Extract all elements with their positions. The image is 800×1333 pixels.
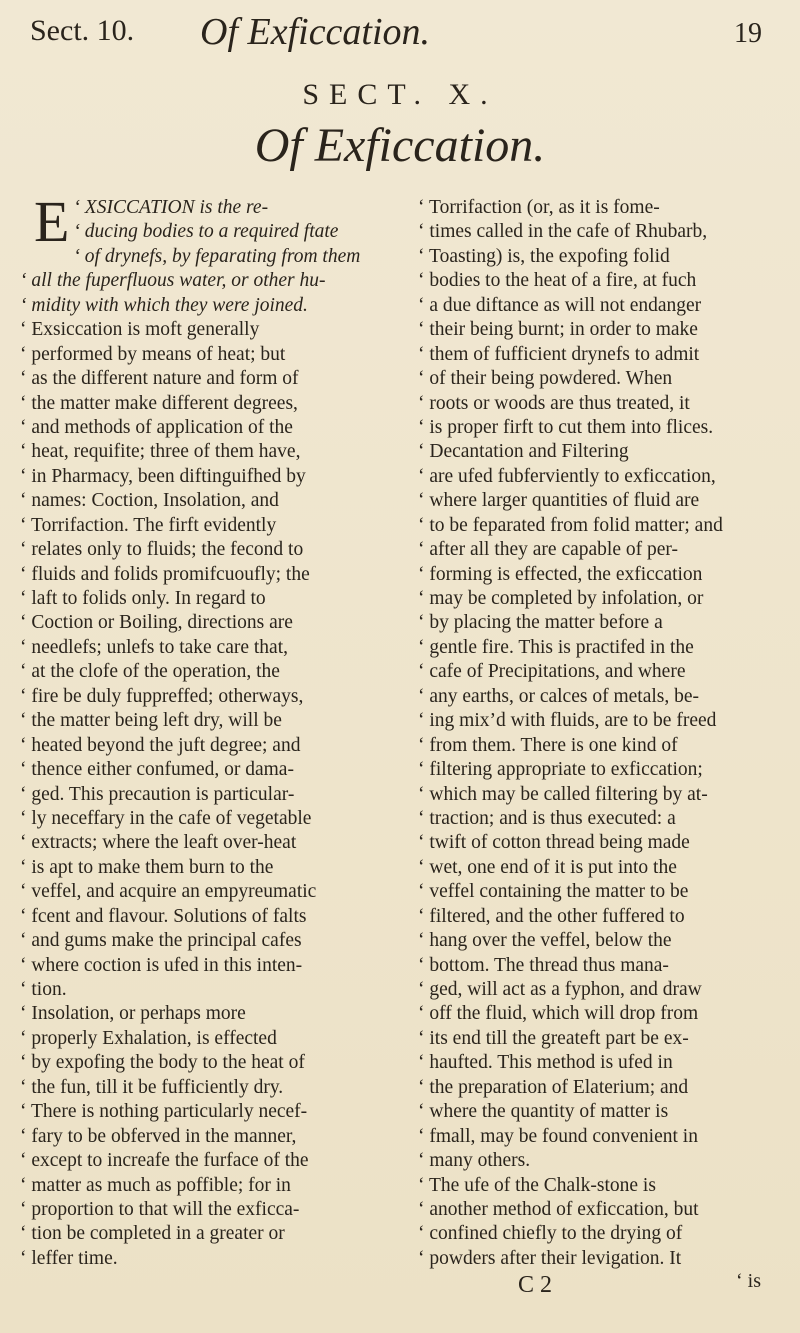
text-line: ‘ to be feparated from folid matter; and <box>418 514 723 536</box>
drop-cap: E <box>34 189 70 254</box>
text-line: ‘ ducing bodies to a required ftate <box>73 221 339 243</box>
text-line: ‘ and methods of application of the <box>20 416 293 438</box>
catchword: ‘ is <box>736 1270 761 1292</box>
text-line: ‘ times called in the cafe of Rhubarb, <box>418 221 708 243</box>
text-line: ‘ fary to be obferved in the manner, <box>20 1125 297 1147</box>
running-head <box>30 10 770 70</box>
text-line: ‘ matter as much as poffible; for in <box>20 1174 291 1196</box>
section-label: Sect. 10. <box>30 14 135 47</box>
text-line: ‘ forming is effected, the exficcation <box>418 563 703 585</box>
text-line: ‘ fluids and folids promifcuoufly; the <box>20 563 310 585</box>
text-line: ‘ Torrifaction (or, as it is fome- <box>418 197 660 218</box>
text-line: ‘ tion be completed in a greater or <box>20 1223 285 1245</box>
text-line: ‘ except to increafe the furface of the <box>20 1150 309 1172</box>
text-line: ‘ veffel, and acquire an empyreumatic <box>20 881 317 903</box>
text-line: ‘ fmall, may be found convenient in <box>418 1125 698 1147</box>
text-line: ‘ needlefs; unlefs to take care that, <box>20 636 289 658</box>
text-line: ‘ by placing the matter before a <box>418 612 663 634</box>
right-column-text <box>418 196 774 1271</box>
text-line: ‘ the matter being left dry, will be <box>20 710 282 732</box>
text-line: ‘ of their being powdered. When <box>418 368 673 390</box>
text-line: ‘ haufted. This method is ufed in <box>418 1052 673 1074</box>
text-line: ‘ thence either confumed, or dama- <box>20 759 294 781</box>
text-line: ‘ tion. <box>20 979 67 1000</box>
text-line: ‘ any earths, or calces of metals, be- <box>418 685 699 707</box>
text-line: ‘ in Pharmacy, been diftinguifhed by <box>20 465 306 487</box>
running-title: Of Exficcation. <box>200 11 431 53</box>
text-line: ‘ another method of exficcation, but <box>418 1198 699 1220</box>
text-line: ‘ names: Coction, Insolation, and <box>20 490 279 512</box>
text-line: ‘ by expofing the body to the heat of <box>20 1052 305 1074</box>
text-line: ‘ Toasting) is, the expofing folid <box>418 245 670 267</box>
text-line: ‘ powders after their levigation. It <box>418 1247 682 1269</box>
text-line: ‘ Exsiccation is moft generally <box>20 319 260 341</box>
text-line: ‘ The ufe of the Chalk-stone is <box>418 1174 656 1196</box>
text-line: ‘ where coction is ufed in this inten- <box>20 954 303 976</box>
text-line: ‘ heat, requifite; three of them have, <box>20 441 301 463</box>
text-line: ‘ heated beyond the juft degree; and <box>20 734 301 756</box>
text-line: ‘ properly Exhalation, is effected <box>20 1027 277 1049</box>
text-line: ‘ ing mix’d with fluids, are to be freed <box>418 710 717 732</box>
text-line: ‘ gentle fire. This is practifed in the <box>418 636 694 658</box>
text-line: ‘ the preparation of Elaterium; and <box>418 1076 689 1098</box>
text-line: ‘ hang over the veffel, below the <box>418 930 672 952</box>
text-line: ‘ fire be duly fuppreffed; otherways, <box>20 685 304 707</box>
text-line: ‘ cafe of Precipitations, and where <box>418 661 686 683</box>
text-line: ‘ roots or woods are thus treated, it <box>418 392 690 414</box>
text-line: ‘ is apt to make them burn to the <box>20 856 274 878</box>
text-line: ‘ leffer time. <box>20 1247 118 1269</box>
right-column <box>418 196 774 1271</box>
text-line: ‘ bottom. The thread thus mana- <box>418 954 669 976</box>
text-line: ‘ relates only to fluids; the fecond to <box>20 539 304 561</box>
text-line: ‘ ged, will act as a fyphon, and draw <box>418 979 702 1000</box>
signature-mark: C 2 <box>518 1272 553 1298</box>
text-line: ‘ filtered, and the other fuffered to <box>418 905 685 927</box>
text-line: ‘ and gums make the principal cafes <box>20 930 302 952</box>
text-line: ‘ may be completed by infolation, or <box>418 588 704 609</box>
text-line: ‘ their being burnt; in order to make <box>418 319 698 341</box>
text-line: ‘ is proper firft to cut them into flices. <box>418 416 714 438</box>
text-line: ‘ Decantation and Filtering <box>418 441 629 463</box>
text-line: ‘ There is nothing particularly necef- <box>20 1101 308 1123</box>
text-line: ‘ where larger quantities of fluid are <box>418 490 700 512</box>
text-line: ‘ from them. There is one kind of <box>418 734 678 756</box>
text-line: ‘ Insolation, or perhaps more <box>20 1003 246 1025</box>
text-line: ‘ many others. <box>418 1150 531 1172</box>
text-line: ‘ proportion to that will the exficca- <box>20 1198 300 1220</box>
text-line: ‘ the fun, till it be fufficiently dry. <box>20 1076 284 1098</box>
text-line: ‘ at the clofe of the operation, the <box>20 661 280 683</box>
text-line: ‘ extracts; where the leaft over-heat <box>20 832 297 854</box>
text-line: ‘ traction; and is thus executed: a <box>418 807 676 829</box>
text-line: ‘ as the different nature and form of <box>20 368 299 390</box>
page-number: 19 <box>734 18 762 49</box>
text-line: ‘ all the fuperfluous water, or other hu- <box>20 270 326 292</box>
text-line: ‘ of drynefs, by feparating from them <box>73 245 361 267</box>
text-line: ‘ ged. This precaution is particular- <box>20 783 295 805</box>
text-line: ‘ wet, one end of it is put into the <box>418 856 677 878</box>
text-line: ‘ midity with which they were joined. <box>20 294 308 316</box>
text-line: ‘ ly neceffary in the cafe of vegetable <box>20 807 312 829</box>
text-line: ‘ twift of cotton thread being made <box>418 832 690 854</box>
text-line: ‘ after all they are capable of per- <box>418 539 678 561</box>
left-column-text <box>20 189 376 1271</box>
text-line: ‘ are ufed fubferviently to exficcation, <box>418 465 716 487</box>
text-line: ‘ Coction or Boiling, directions are <box>20 612 293 634</box>
text-line: ‘ which may be called filtering by at- <box>418 783 708 805</box>
text-line: ‘ performed by means of heat; but <box>20 343 286 365</box>
text-line: ‘ them of fufficient drynefs to admit <box>418 343 700 365</box>
text-line: ‘ laft to folids only. In regard to <box>20 588 266 609</box>
left-column <box>20 189 376 1271</box>
text-line: ‘ a due diftance as will not endanger <box>418 294 702 316</box>
section-heading: SECT. X. <box>302 78 498 111</box>
text-line: ‘ its end till the greateft part be ex- <box>418 1027 689 1049</box>
text-line: ‘ Torrifaction. The firft evidently <box>20 514 277 536</box>
text-line: ‘ filtering appropriate to exficcation; <box>418 759 703 781</box>
text-line: ‘ off the fluid, which will drop from <box>418 1003 699 1025</box>
text-line: ‘ where the quantity of matter is <box>418 1101 669 1123</box>
text-line: ‘ confined chiefly to the drying of <box>418 1223 683 1245</box>
chapter-title: Of Exficcation. <box>254 119 546 172</box>
text-line: ‘ bodies to the heat of a fire, at fuch <box>418 270 697 292</box>
text-line: ‘ XSICCATION is the re- <box>73 197 269 218</box>
text-line: ‘ the matter make different degrees, <box>20 392 298 414</box>
text-line: ‘ veffel containing the matter to be <box>418 881 689 903</box>
text-line: ‘ fcent and flavour. Solutions of falts <box>20 905 307 927</box>
